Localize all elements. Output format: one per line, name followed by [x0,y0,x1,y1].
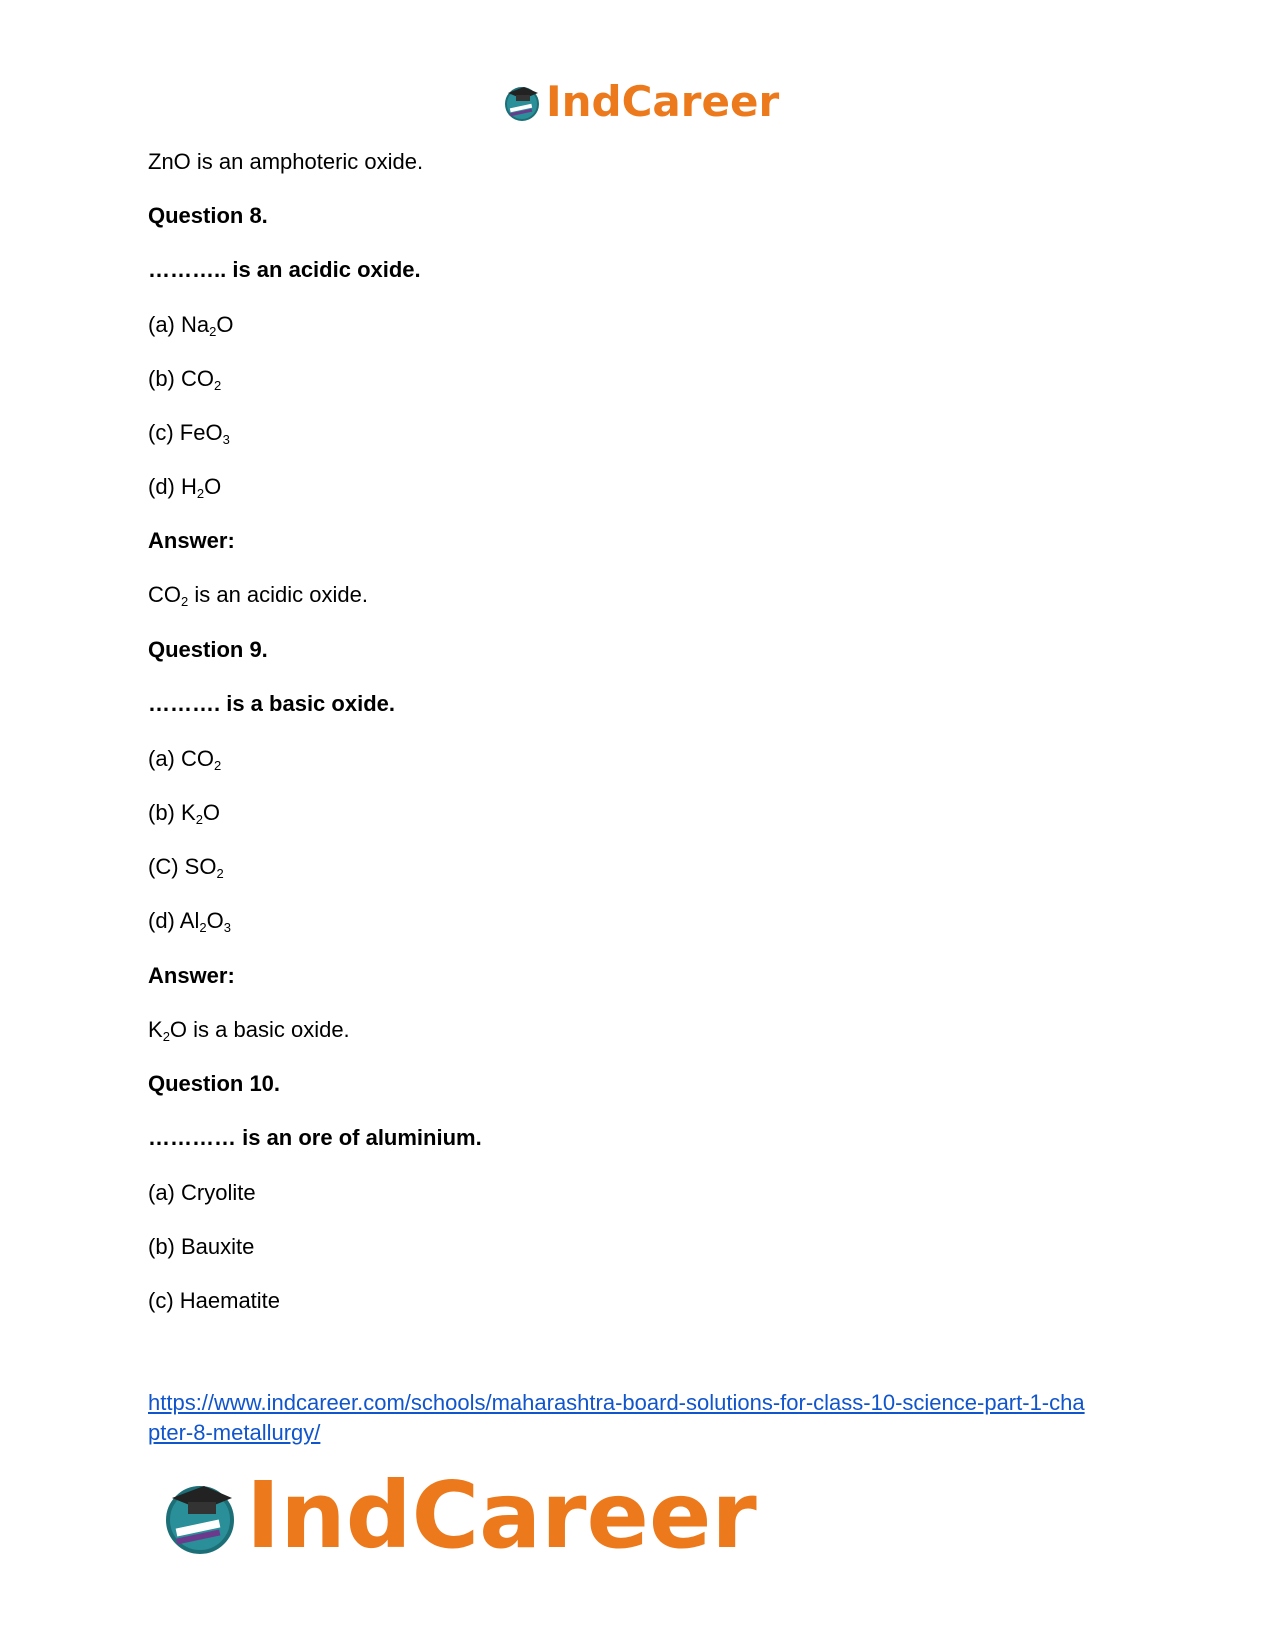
subscript: 2 [195,812,203,827]
heading-line [148,527,235,555]
text-line [148,365,221,393]
heading-line [148,1070,280,1098]
text-line [148,1233,254,1261]
text-run: (b) K [148,800,196,825]
text-run: CO [148,582,181,607]
graduation-globe-icon [160,1476,240,1556]
text-run: ………. is a basic oxide. [148,691,395,716]
heading-line [148,962,235,990]
text-line [148,745,221,773]
subscript: 3 [223,920,231,935]
subscript: 2 [199,920,207,935]
subscript: 3 [222,432,230,447]
text-line [148,311,233,339]
text-line [148,1287,280,1315]
text-run: (a) CO [148,746,214,771]
text-run: ZnO is an amphoteric oxide. [148,149,424,174]
subscript: 2 [181,594,189,609]
text-run: O is a basic oxide. [169,1017,350,1042]
text-run: Question 8. [148,203,268,228]
text-run: O [216,312,234,337]
text-run: Question 10. [148,1071,281,1096]
heading-line [148,202,268,230]
text-run: O [204,474,222,499]
subscript: 2 [214,378,222,393]
footer-logo [160,1462,757,1569]
subscript: 2 [196,486,205,501]
heading-line [148,1124,482,1152]
text-line [148,1016,350,1044]
text-run: (c) Haematite [148,1288,281,1313]
heading-line [148,256,421,284]
text-run: (d) H [148,474,197,499]
text-run: O [202,800,221,825]
text-run: (b) Bauxite [148,1234,255,1259]
subscript: 2 [209,324,217,339]
subscript: 2 [216,866,224,881]
text-run: (d) Al [148,908,200,933]
heading-line [148,636,268,664]
text-line [148,148,423,176]
text-run: (c) FeO [148,420,223,445]
text-run: K [148,1017,163,1042]
text-run: Answer: [148,963,235,988]
text-line [148,1179,256,1207]
heading-line [148,690,395,718]
text-run: is an acidic oxide. [188,582,368,607]
header-logo-text: IndCareer [546,77,780,126]
url-line-1: https://www.indcareer.com/schools/maharashtra-board-solutions-for-class-10-science-part-1-cha [148,1390,1085,1415]
footer-logo-text: IndCareer [246,1462,757,1569]
header-logo [502,77,780,126]
text-line [148,907,231,935]
text-run: (a) Na [148,312,210,337]
text-run: (C) SO [148,854,217,879]
text-run: O [206,908,224,933]
text-run: (b) CO [148,366,214,391]
text-run: ………… is an ore of aluminium. [148,1125,482,1150]
text-line [148,581,368,609]
text-line [148,799,220,827]
text-run: Question 9. [148,637,268,662]
text-line [148,473,221,501]
url-line-2: pter-8-metallurgy/ [148,1420,321,1445]
source-url-link[interactable] [148,1388,1128,1448]
subscript: 2 [162,1029,170,1044]
subscript: 2 [214,758,222,773]
text-run: Answer: [148,528,235,553]
text-line [148,419,230,447]
text-line [148,853,224,881]
text-run: ……….. is an acidic oxide. [148,257,421,282]
graduation-globe-icon [502,82,542,122]
text-run: (a) Cryolite [148,1180,256,1205]
